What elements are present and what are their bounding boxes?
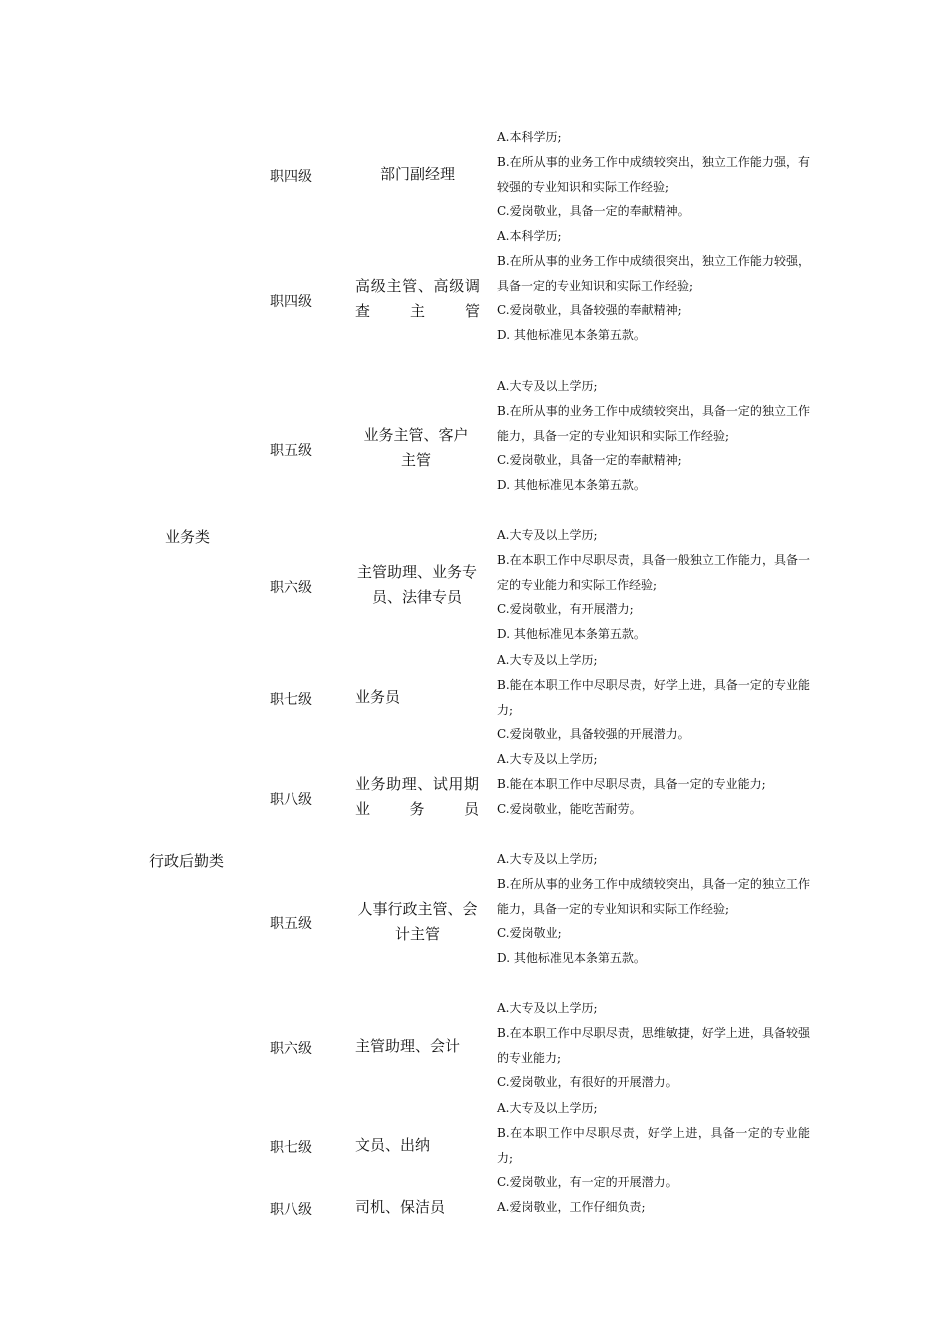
criterion: A.大专及以上学历; — [497, 1001, 598, 1015]
row-9-criteria — [497, 1195, 810, 1220]
row-5-criteria — [497, 747, 810, 821]
criterion: A.大专及以上学历; — [497, 528, 598, 542]
category-label-admin: 行政后勤类 — [149, 852, 225, 870]
row-7-criteria — [497, 996, 810, 1095]
row-1-criteria — [497, 224, 810, 348]
row-1-title: 高级主管、高级调查主管 — [355, 277, 480, 320]
criterion: B.在所从事的业务工作中成绩较突出，独立工作能力强，有较强的专业知识和实际工作经验; — [497, 154, 810, 194]
row-3-level: 职六级 — [270, 580, 312, 596]
row-8-level: 职七级 — [270, 1140, 312, 1156]
criterion: A.大专及以上学历; — [497, 379, 598, 393]
criterion: A.大专及以上学历; — [497, 852, 598, 866]
criterion: C.爱岗敬业，有一定的开展潜力。 — [497, 1175, 678, 1190]
criterion: B.能在本职工作中尽职尽责，具备一定的专业能力; — [497, 776, 766, 791]
criterion: B.在所从事的业务工作中成绩较突出，具备一定的独立工作能力，具备一定的专业知识和实际工作经验; — [497, 403, 810, 443]
row-9-level: 职八级 — [270, 1202, 312, 1218]
criterion: D. 其他标准见本条第五款。 — [497, 328, 646, 343]
row-3-title: 主管助理、业务专员、法律专员 — [357, 563, 478, 606]
row-8-criteria — [497, 1096, 810, 1195]
criterion: D. 其他标准见本条第五款。 — [497, 627, 646, 642]
row-6-criteria — [497, 847, 810, 971]
row-3-criteria — [497, 523, 810, 647]
category-label-business: 业务类 — [165, 528, 211, 546]
criterion: C.爱岗敬业，具备较强的开展潜力。 — [497, 727, 690, 742]
criterion: A.大专及以上学历; — [497, 1101, 598, 1115]
row-7-title: 主管助理、会计 — [355, 1037, 461, 1055]
row-0-title: 部门副经理 — [379, 165, 455, 183]
criterion: A.大专及以上学历; — [497, 653, 598, 667]
row-8-title: 文员、出纳 — [355, 1136, 431, 1154]
criterion: B.在所从事的业务工作中成绩较突出，具备一定的独立工作能力，具备一定的专业知识和实际工作经验; — [497, 876, 810, 916]
criterion: B.在所从事的业务工作中成绩很突出，独立工作能力较强，具备一定的专业知识和实际工作经验; — [497, 253, 810, 293]
row-9-title: 司机、保洁员 — [355, 1198, 446, 1216]
row-2-title: 业务主管、客户主管 — [363, 426, 469, 469]
row-0-level: 职四级 — [270, 169, 312, 185]
criterion: C.爱岗敬业，具备较强的奉献精神; — [497, 303, 682, 318]
criterion: C.爱岗敬业; — [497, 926, 562, 941]
row-4-level: 职七级 — [270, 692, 312, 708]
row-6-title: 人事行政主管、会计主管 — [357, 900, 478, 943]
criterion: A.爱岗敬业，工作仔细负责; — [497, 1200, 646, 1214]
criterion: B.在本职工作中尽职尽责，具备一般独立工作能力，具备一定的专业能力和实际工作经验; — [497, 552, 810, 592]
criterion: B.在本职工作中尽职尽责，好学上进，具备一定的专业能力; — [497, 1125, 810, 1165]
criterion: B.能在本职工作中尽职尽责，好学上进，具备一定的专业能力; — [497, 677, 810, 717]
criterion: C.爱岗敬业，有开展潜力; — [497, 602, 634, 617]
row-6-level: 职五级 — [270, 916, 312, 932]
criterion: A.本科学历; — [497, 130, 562, 144]
row-5-title: 业务助理、试用期业务员 — [355, 775, 479, 818]
criterion: D. 其他标准见本条第五款。 — [497, 478, 646, 493]
row-0-criteria — [497, 125, 810, 224]
row-5-level: 职八级 — [270, 792, 312, 808]
row-1-level: 职四级 — [270, 294, 312, 310]
criterion: B.在本职工作中尽职尽责，思维敏捷，好学上进，具备较强的专业能力; — [497, 1025, 810, 1065]
row-2-level: 职五级 — [270, 443, 312, 459]
criterion: C.爱岗敬业，能吃苦耐劳。 — [497, 801, 642, 816]
row-2-criteria — [497, 374, 810, 498]
criterion: C.爱岗敬业，具备一定的奉献精神; — [497, 453, 682, 468]
criterion: A.本科学历; — [497, 229, 562, 243]
criterion: A.大专及以上学历; — [497, 752, 598, 766]
row-4-criteria — [497, 648, 810, 747]
criterion: C.爱岗敬业，具备一定的奉献精神。 — [497, 204, 690, 219]
row-7-level: 职六级 — [270, 1041, 312, 1057]
criterion: C.爱岗敬业，有很好的开展潜力。 — [497, 1075, 678, 1090]
row-4-title: 业务员 — [355, 688, 401, 706]
criterion: D. 其他标准见本条第五款。 — [497, 951, 646, 966]
